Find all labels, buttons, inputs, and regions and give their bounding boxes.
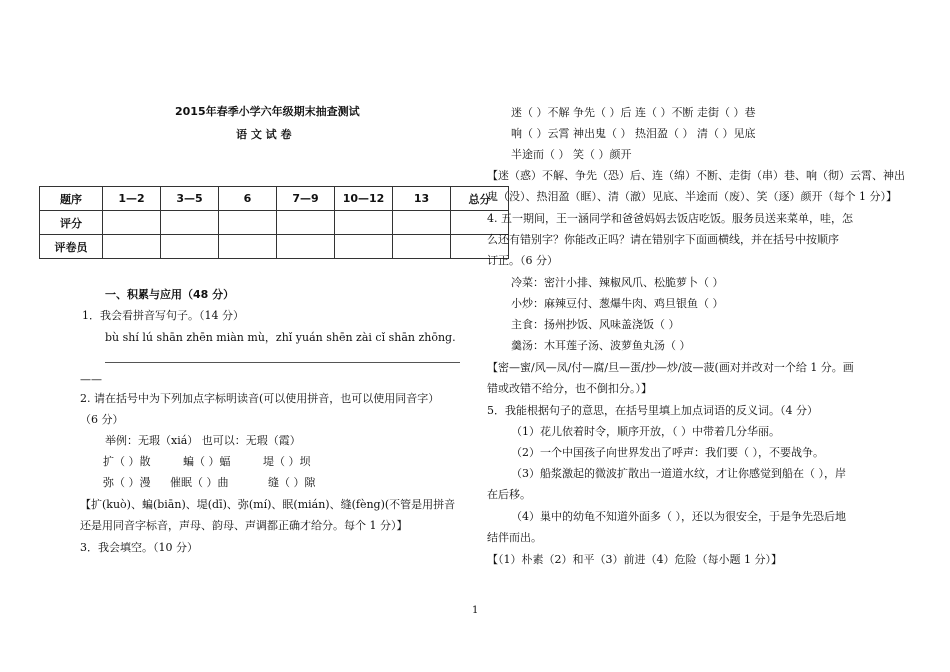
question-5-sentence[interactable]: （2）一个中国孩子向世界发出了呼声：我们要（ ），不要战争。 — [511, 446, 824, 459]
table-header-cell: 总分 — [451, 187, 509, 211]
exam-subtitle: 语 文 试 卷 — [236, 128, 292, 141]
question-4-answer: 错或改错不给分，也不倒扣分。）】 — [487, 382, 652, 395]
question-5-sentence: 在后移。 — [487, 488, 531, 501]
table-row — [40, 211, 509, 235]
question-5-title: 5．我能根据句子的意思，在括号里填上加点词语的反义词。（4 分） — [487, 404, 818, 417]
row-label: 评分 — [40, 211, 103, 235]
question-2-title: 2. 请在括号中为下列加点字标明读音(可以使用拼音，也可以使用同音字） — [80, 392, 440, 405]
question-4-title: 么还有错别字？你能改正吗？请在错别字下面画横线，并在括号中按顺序 — [487, 233, 839, 246]
question-4-answer: 【密—蜜/风—凤/付—腐/旦—蛋/抄—炒/波—菠(画对并改对一个给 1 分。画 — [487, 361, 854, 374]
reading-item[interactable]: 缝（ ）隙 — [268, 476, 316, 489]
table-header-cell: 7—9 — [277, 187, 335, 211]
question-5-sentence: 结伴而出。 — [487, 531, 542, 544]
question-2-score: （6 分） — [80, 413, 124, 426]
menu-item[interactable]: 主食：扬州抄饭、风味盖浇饭（ ） — [511, 318, 680, 331]
exam-title: 2015年春季小学六年级期末抽查测试 — [175, 105, 360, 118]
score-cell — [161, 235, 219, 259]
table-header-cell: 10—12 — [335, 187, 393, 211]
score-cell — [219, 235, 277, 259]
question-3-title: 3．我会填空。（10 分） — [80, 541, 198, 554]
question-5-sentence[interactable]: （3）船浆激起的微波扩散出一道道水纹，才让你感觉到船在（ ），岸 — [511, 467, 846, 480]
menu-item[interactable]: 羹汤：木耳莲子汤、波萝鱼丸汤（ ） — [511, 339, 691, 352]
score-cell — [393, 211, 451, 235]
page-number: 1 — [472, 605, 479, 616]
score-cell — [103, 235, 161, 259]
table-header-cell: 题序 — [40, 187, 103, 211]
question-1-pinyin: bù shí lú shān zhēn miàn mù，zhǐ yuán shēn zài cǐ shān zhōng. — [105, 331, 456, 344]
table-header-cell: 6 — [219, 187, 277, 211]
table-header-cell: 3—5 — [161, 187, 219, 211]
reading-item[interactable]: 堤（ ）坝 — [263, 455, 311, 468]
table-header-cell: 1—2 — [103, 187, 161, 211]
section-heading: 一、积累与应用（48 分） — [105, 288, 235, 301]
question-5-sentence[interactable]: （1）花儿依着时令，顺序开放，（ ）中带着几分华丽。 — [511, 425, 780, 438]
fill-blank-line[interactable]: 响（ ）云霄 神出鬼（ ） 热泪盈（ ） 清（ ）见底 — [511, 127, 756, 140]
question-5-sentence[interactable]: （4）巢中的幼龟不知道外面多（ ），还以为很安全，于是争先恐后地 — [511, 510, 846, 523]
score-cell — [335, 235, 393, 259]
fill-blank-line[interactable]: 迷（ ）不解 争先（ ）后 连（ ）不断 走街（ ）巷 — [511, 106, 756, 119]
table-row — [40, 235, 509, 259]
menu-item[interactable]: 冷菜：密汁小排、辣椒风爪、松脆萝卜（ ） — [511, 276, 724, 289]
answer-line-tail: —— — [80, 373, 102, 386]
question-2-answer: 【扩(kuò)、蝙(biān)、堤(dī)、弥(mí)、眠(mián)、缝(fèng)(不管是用拼音 — [80, 498, 456, 511]
question-2-answer: 还是用同音字标音，声母、韵母、声调都正确才给分。每个 1 分）】 — [80, 519, 408, 532]
answer-line[interactable] — [105, 362, 460, 363]
question-1-title: 1．我会看拼音写句子。（14 分） — [82, 309, 244, 322]
score-cell — [103, 211, 161, 235]
score-cell — [277, 211, 335, 235]
score-table — [39, 186, 509, 259]
table-header-cell: 13 — [393, 187, 451, 211]
score-cell — [335, 211, 393, 235]
table-header-row — [40, 187, 509, 211]
question-2-example: 举例：无瑕（xiá） 也可以：无瑕（霞） — [105, 434, 301, 447]
score-cell — [393, 235, 451, 259]
fill-blank-line[interactable]: 半途而（ ） 笑（ ）颜开 — [511, 148, 632, 161]
question-5-answer: 【（1）朴素（2）和平（3）前进（4）危险（每小题 1 分）】 — [487, 553, 782, 566]
question-3-answer: 【迷（惑）不解、争先（恐）后、连（绵）不断、走街（串）巷、响（彻）云霄、神出 — [487, 169, 905, 182]
reading-item[interactable]: 蝙（ ）蝠 — [183, 455, 231, 468]
question-4-title: 订正。（6 分） — [487, 254, 558, 267]
row-label: 评卷员 — [40, 235, 103, 259]
reading-item[interactable]: 催眠（ ）曲 — [170, 476, 229, 489]
reading-item[interactable]: 扩（ ）散 — [103, 455, 151, 468]
reading-item[interactable]: 弥（ ）漫 — [103, 476, 151, 489]
menu-item[interactable]: 小炒：麻辣豆付、葱爆牛肉、鸡旦银鱼（ ） — [511, 297, 724, 310]
score-cell — [161, 211, 219, 235]
score-cell — [277, 235, 335, 259]
question-4-title: 4. 五一期间，王一涵同学和爸爸妈妈去饭店吃饭。服务员送来菜单，哇，怎 — [487, 212, 853, 225]
question-3-answer: 鬼（没）、热泪盈（眶）、清（澈）见底、半途而（废）、笑（逐）颜开（每个 1 分）】 — [487, 190, 897, 203]
score-cell — [219, 211, 277, 235]
